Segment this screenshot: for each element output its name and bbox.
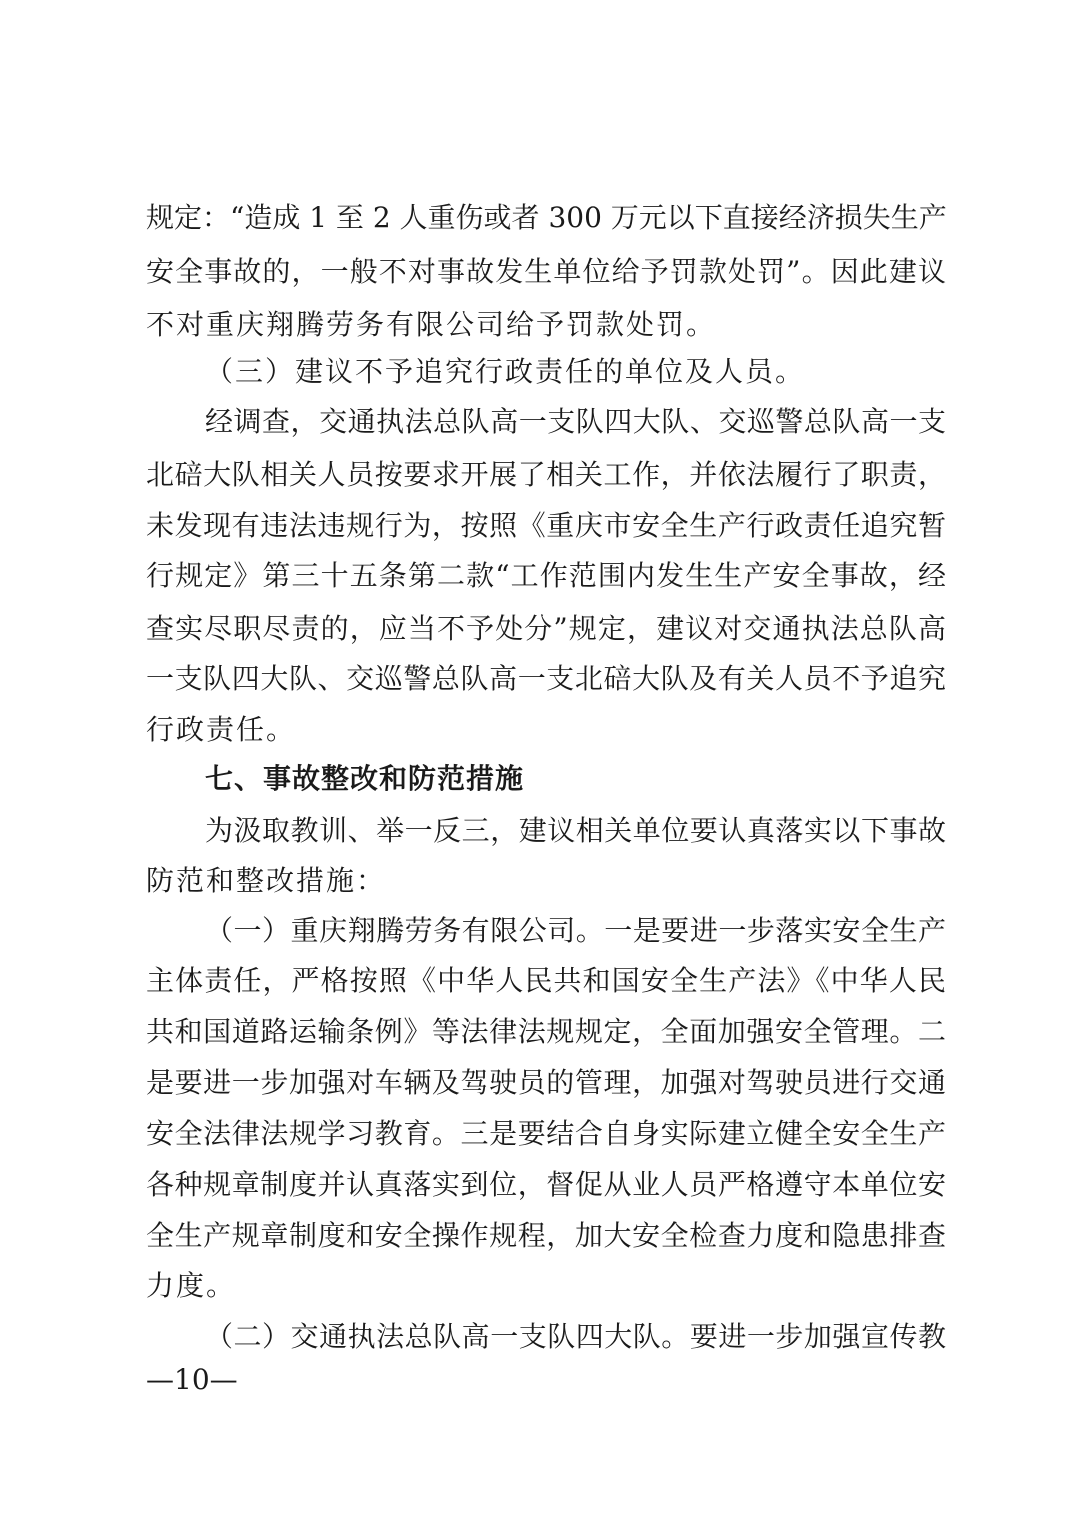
text-line: 安全事故的，一般不对事故发生单位给予罚款处罚”。因此建议 — [146, 255, 946, 288]
text-line: （二）交通执法总队高一支队四大队。要进一步加强宣传教 — [205, 1320, 946, 1353]
text-line: 未发现有违法违规行为，按照《重庆市安全生产行政责任追究暂 — [146, 509, 946, 542]
text-line: 各种规章制度并认真落实到位，督促从业人员严格遵守本单位安 — [146, 1168, 946, 1201]
text-line: 行政责任。 — [146, 713, 297, 746]
text-line: （一）重庆翔腾劳务有限公司。一是要进一步落实安全生产 — [205, 914, 946, 947]
text-line: 不对重庆翔腾劳务有限公司给予罚款处罚。 — [146, 308, 717, 341]
text-line: 查实尽职尽责的，应当不予处分”规定，建议对交通执法总队高 — [146, 612, 946, 645]
subsection-heading: （三）建议不予追究行政责任的单位及人员。 — [205, 355, 806, 388]
text-line: 为汲取教训、举一反三，建议相关单位要认真落实以下事故 — [205, 814, 946, 847]
text-line: 防范和整改措施： — [146, 864, 387, 897]
text-line: 安全法律法规学习教育。三是要结合自身实际建立健全安全生产 — [146, 1117, 946, 1150]
text-line: 经调查，交通执法总队高一支队四大队、交巡警总队高一支 — [205, 405, 946, 438]
text-line: 共和国道路运输条例》等法律法规规定，全面加强安全管理。二 — [146, 1015, 946, 1048]
text-line: 行规定》第三十五条第二款“工作范围内发生生产安全事故，经 — [146, 559, 946, 592]
text-line: 一支队四大队、交巡警总队高一支北碚大队及有关人员不予追究 — [146, 662, 946, 695]
text-line: 规定：“造成 1 至 2 人重伤或者 300 万元以下直接经济损失生产 — [146, 201, 947, 234]
text-line: 力度。 — [146, 1269, 237, 1302]
text-line: 主体责任，严格按照《中华人民共和国安全生产法》《中华人民 — [146, 964, 946, 997]
text-line: 北碚大队相关人员按要求开展了相关工作，并依法履行了职责， — [146, 458, 946, 491]
page-number: —10— — [146, 1363, 238, 1396]
section-heading: 七、事故整改和防范措施 — [205, 762, 525, 795]
text-line: 是要进一步加强对车辆及驾驶员的管理，加强对驾驶员进行交通 — [146, 1066, 946, 1099]
text-line: 全生产规章制度和安全操作规程，加大安全检查力度和隐患排查 — [146, 1219, 946, 1252]
